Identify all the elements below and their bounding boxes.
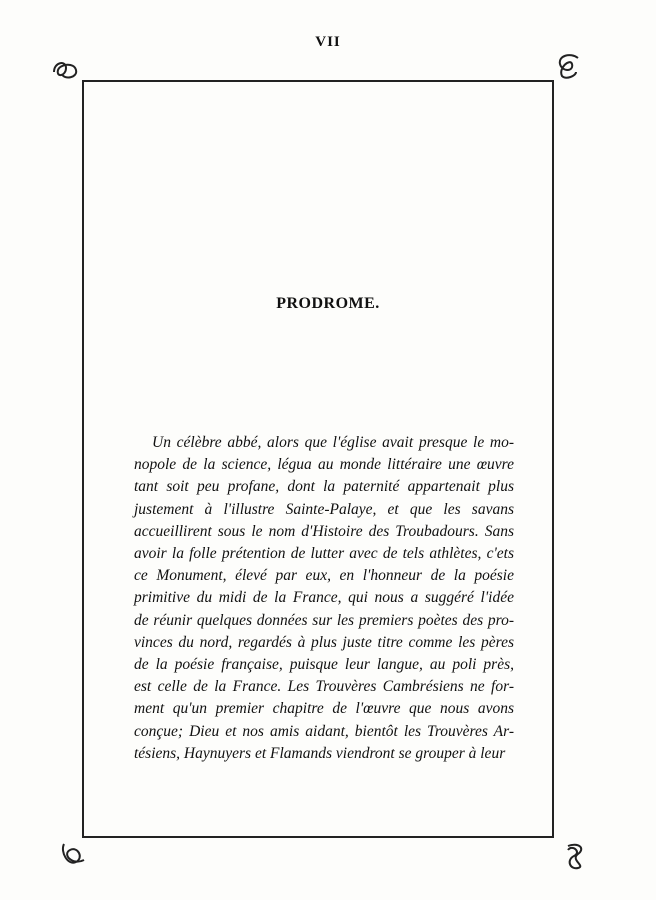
text-line: accueillirent sous le nom d'Histoire des Troubadours. Sans	[134, 522, 514, 540]
text-line: tésiens, Haynuyers et Flamands viendront se grouper à leur	[134, 744, 506, 762]
body-paragraph	[134, 432, 514, 765]
text-line: primitive du midi de la France, qui nous a suggéré l'idée	[134, 589, 514, 607]
text-line: conçue; Dieu et nos amis aidant, bientôt les Trouvères Ar-	[134, 722, 514, 740]
flourish-icon	[50, 56, 80, 86]
text-line: ce Monument, élevé par eux, en l'honneur de la poésie	[134, 567, 514, 585]
text-line: vinces du nord, regardés à plus juste titre comme les pères	[134, 633, 514, 651]
page-title: PRODROME.	[276, 295, 380, 312]
flourish-icon	[552, 50, 582, 80]
text-line: justement à l'illustre Sainte-Palaye, et que les savans	[134, 500, 514, 518]
page-number: VII	[315, 34, 341, 50]
text-line: est celle de la France. Les Trouvères Cambrésiens ne for-	[134, 678, 514, 696]
text-line: ment qu'un premier chapitre de l'œuvre que nous avons	[134, 700, 514, 718]
text-line: tant soit peu profane, dont la paternité appartenait plus	[134, 478, 514, 496]
flourish-icon	[562, 840, 592, 870]
text-line: avoir la folle prétention de lutter avec de tels athlètes, c'ets	[134, 545, 514, 563]
text-line: nopole de la science, légua au monde littéraire une œuvre	[134, 456, 514, 474]
text-line: de la poésie française, puisque leur langue, au poli près,	[134, 656, 514, 674]
text-line: Un célèbre abbé, alors que l'église avait presque le mo-	[152, 434, 514, 451]
flourish-icon	[58, 840, 88, 870]
text-line: de réunir quelques données sur les premiers poètes des pro-	[134, 611, 514, 629]
